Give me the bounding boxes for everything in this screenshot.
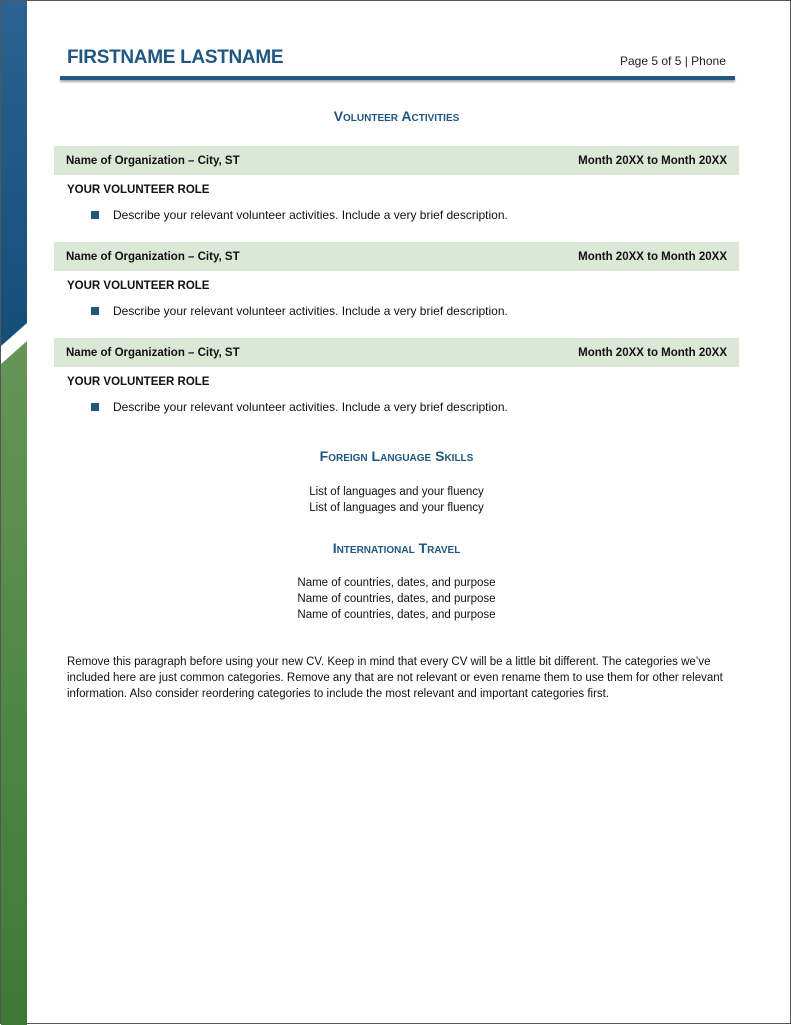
bullet-text: Describe your relevant volunteer activities. Include a very brief description. xyxy=(113,208,508,222)
org-name: Name of Organization – City, ST xyxy=(66,346,240,359)
volunteer-role: YOUR VOLUNTEER ROLE xyxy=(67,184,210,196)
volunteer-role: YOUR VOLUNTEER ROLE xyxy=(67,376,210,388)
bullet-item xyxy=(91,208,508,222)
instruction-paragraph: Remove this paragraph before using your new CV. Keep in mind that every CV will be a little bit different. The categories we’ve included here are just common categories. Remove any that are not relevant or even rename them to use them for other relevant information. Also consider reordering categories to include the most relevant and important categories first. xyxy=(67,656,723,700)
travel-list xyxy=(1,575,791,623)
languages-list xyxy=(1,484,791,516)
bullet-item xyxy=(91,400,508,414)
page-info: Page 5 of 5 | Phone xyxy=(620,54,726,68)
org-dates: Month 20XX to Month 20XX xyxy=(578,346,727,359)
candidate-name: FIRSTNAME LASTNAME xyxy=(67,47,284,68)
volunteer-heading: Volunteer Activities xyxy=(333,108,460,124)
org-band xyxy=(54,146,739,175)
org-dates: Month 20XX to Month 20XX xyxy=(578,250,727,263)
header-rule xyxy=(60,76,735,80)
square-bullet-icon xyxy=(91,211,99,219)
language-line: List of languages and your fluency xyxy=(309,502,484,514)
travel-line: Name of countries, dates, and purpose xyxy=(297,593,496,605)
travel-line: Name of countries, dates, and purpose xyxy=(297,609,496,621)
languages-heading: Foreign Language Skills xyxy=(319,448,474,464)
square-bullet-icon xyxy=(91,307,99,315)
volunteer-role: YOUR VOLUNTEER ROLE xyxy=(67,280,210,292)
org-dates: Month 20XX to Month 20XX xyxy=(578,154,727,167)
language-line: List of languages and your fluency xyxy=(309,486,484,498)
org-band xyxy=(54,338,739,367)
side-bar-blue xyxy=(1,1,27,351)
travel-heading: International Travel xyxy=(332,540,461,556)
bullet-text: Describe your relevant volunteer activities. Include a very brief description. xyxy=(113,400,508,414)
travel-line: Name of countries, dates, and purpose xyxy=(297,577,496,589)
side-bar-green xyxy=(1,336,27,1025)
org-name: Name of Organization – City, ST xyxy=(66,154,240,167)
square-bullet-icon xyxy=(91,403,99,411)
org-band xyxy=(54,242,739,271)
org-name: Name of Organization – City, ST xyxy=(66,250,240,263)
bullet-text: Describe your relevant volunteer activities. Include a very brief description. xyxy=(113,304,508,318)
bullet-item xyxy=(91,304,508,318)
